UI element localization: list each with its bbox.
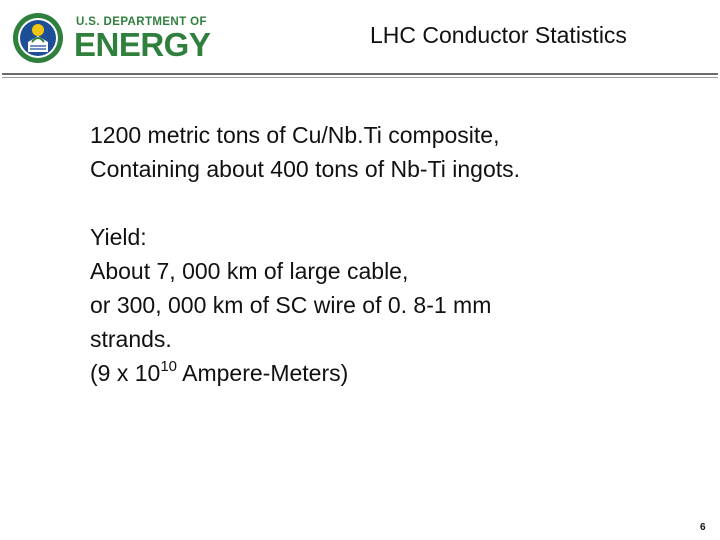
body-line: About 7, 000 km of large cable, bbox=[90, 258, 409, 284]
slide-header bbox=[0, 0, 720, 78]
paragraph-gap bbox=[90, 186, 690, 220]
org-name-small: U.S. DEPARTMENT OF bbox=[76, 16, 207, 28]
body-line: Containing about 400 tons of Nb-Ti ingots. bbox=[90, 156, 521, 182]
body-line: Yield: bbox=[90, 224, 147, 250]
doe-seal-icon bbox=[12, 12, 64, 64]
ampere-prefix: (9 x 10 bbox=[90, 360, 161, 386]
slide-title: LHC Conductor Statistics bbox=[370, 22, 627, 48]
body-line-ampere-meters bbox=[90, 356, 690, 390]
body-line: or 300, 000 km of SC wire of 0. 8-1 mm bbox=[90, 292, 492, 318]
header-rule bbox=[2, 73, 718, 75]
ampere-suffix: Ampere-Meters) bbox=[177, 360, 349, 386]
body-line: 1200 metric tons of Cu/Nb.Ti composite, bbox=[90, 122, 500, 148]
org-name-large: ENERGY bbox=[74, 26, 211, 63]
doe-logo bbox=[12, 12, 222, 64]
slide-body bbox=[90, 118, 690, 390]
page-number: 6 bbox=[700, 522, 706, 533]
header-rule-thin bbox=[2, 77, 718, 78]
ampere-exponent: 10 bbox=[160, 358, 178, 376]
body-line: strands. bbox=[90, 326, 172, 352]
